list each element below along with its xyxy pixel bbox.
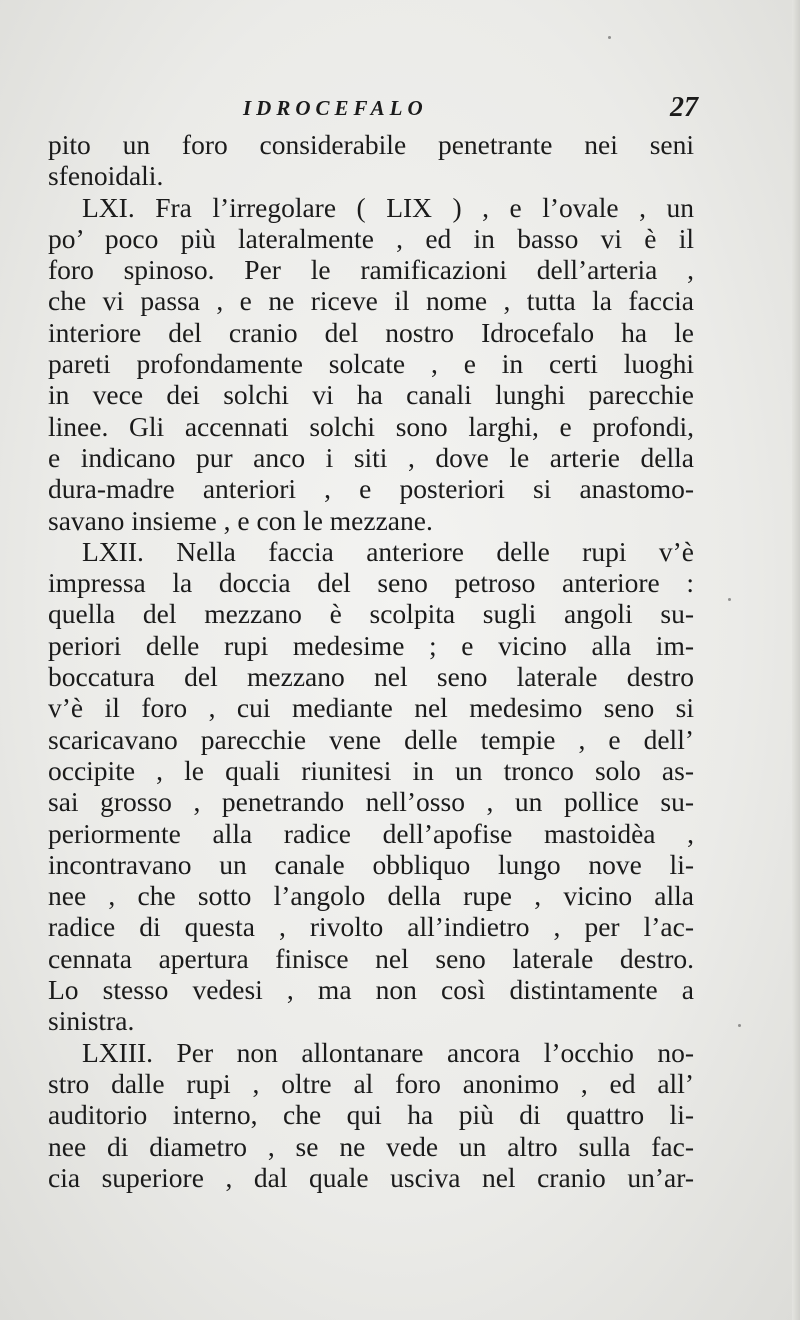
text-line: quella del mezzano è scolpita sugli angoli su- xyxy=(48,598,694,630)
text-line: stro dalle rupi , oltre al foro anonimo , ed all’ xyxy=(48,1067,694,1099)
text-line: dura-madre anteriori , e posteriori si anastomo- xyxy=(48,473,694,505)
text-line: impressa la doccia del seno petroso anteriore : xyxy=(48,567,694,599)
running-title: IDROCEFALO xyxy=(243,96,428,120)
text-line: interiore del cranio del nostro Idrocefalo ha le xyxy=(48,316,694,348)
page-header xyxy=(48,92,698,128)
text-line: boccatura del mezzano nel seno laterale destro xyxy=(48,661,694,693)
text-line: sinistra. xyxy=(48,1005,135,1037)
text-line: savano insieme , e con le mezzane. xyxy=(48,504,433,536)
text-line: sfenoidali. xyxy=(48,160,164,192)
text-line: v’è il foro , cui mediante nel medesimo seno si xyxy=(48,692,694,724)
text-line: auditorio interno, che qui ha più di quattro li- xyxy=(48,1099,694,1131)
page-edge xyxy=(792,0,800,1320)
text-line: foro spinoso. Per le ramificazioni dell’arteria , xyxy=(48,254,694,286)
paragraph-lxii-start: LXII. Nella faccia anteriore delle rupi v’è xyxy=(82,535,694,567)
text-line: scaricavano parecchie vene delle tempie , e dell’ xyxy=(48,723,694,755)
paragraph-lxiii-start: LXIII. Per non allontanare ancora l’occhio no- xyxy=(82,1036,694,1068)
text-line: pareti profondamente solcate , e in certi luoghi xyxy=(48,348,694,380)
text-line: po’ poco più lateralmente , ed in basso vi è il xyxy=(48,222,694,254)
text-line: nee di diametro , se ne vede un altro sulla fac- xyxy=(48,1130,694,1162)
text-line: periori delle rupi medesime ; e vicino alla im- xyxy=(48,629,694,661)
text-line: cia superiore , dal quale usciva nel cranio un’ar- xyxy=(48,1161,694,1193)
text-line: cennata apertura finisce nel seno laterale destro. xyxy=(48,942,694,974)
text-line: incontravano un canale obbliquo lungo nove li- xyxy=(48,848,694,880)
body-text xyxy=(48,129,694,1193)
text-line: Lo stesso vedesi , ma non così distintamente a xyxy=(48,974,694,1006)
text-line: periormente alla radice dell’apofise mastoidèa , xyxy=(48,817,694,849)
paragraph-lxi-start: LXI. Fra l’irregolare ( LIX ) , e l’ovale , un xyxy=(82,191,694,223)
text-line: linee. Gli accennati solchi sono larghi, e profondi, xyxy=(48,410,694,442)
text-line: che vi passa , e ne riceve il nome , tutta la faccia xyxy=(48,285,694,317)
text-line: occipite , le quali riunitesi in un tronco solo as- xyxy=(48,754,694,786)
text-line: radice di questa , rivolto all’indietro , per l’ac- xyxy=(48,911,694,943)
ink-speck xyxy=(608,36,611,39)
text-line: sai grosso , penetrando nell’osso , un pollice su- xyxy=(48,786,694,818)
page-number: 27 xyxy=(670,92,698,123)
text-line: nee , che sotto l’angolo della rupe , vicino alla xyxy=(48,880,694,912)
text-line: in vece dei solchi vi ha canali lunghi parecchie xyxy=(48,379,694,411)
text-line: pito un foro considerabile penetrante nei seni xyxy=(48,129,694,160)
ink-speck xyxy=(728,598,731,601)
text-line: e indicano pur anco i siti , dove le arterie della xyxy=(48,441,694,473)
ink-speck xyxy=(738,1024,741,1027)
